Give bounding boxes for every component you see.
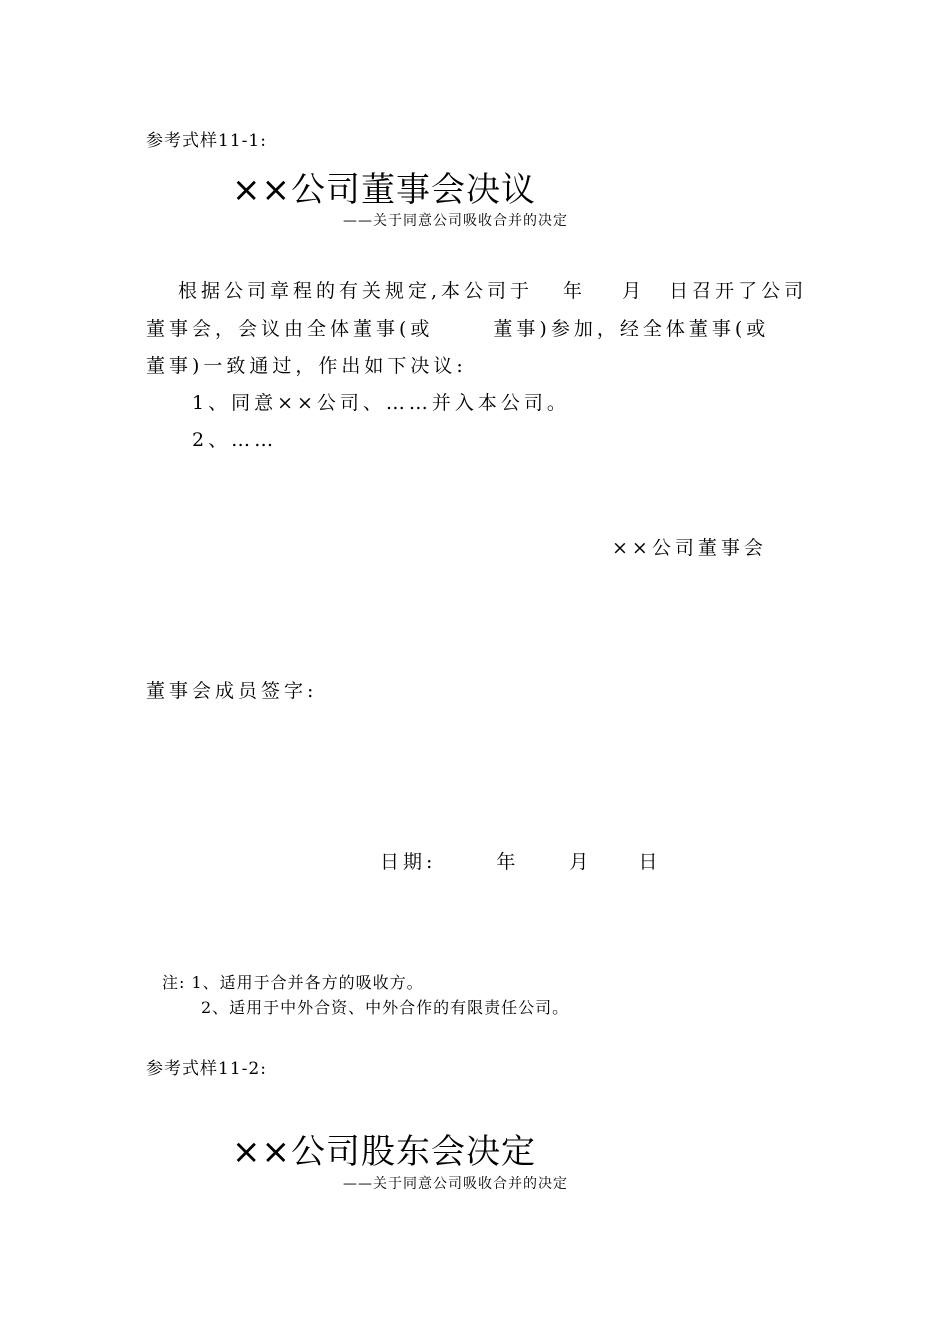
para-line1-text: 根据公司章程的有关规定,本公司于 bbox=[178, 280, 534, 302]
resolution-paragraph-line2 bbox=[146, 314, 769, 341]
para-line2-text-end: 董事)参加，经全体董事(或 bbox=[493, 318, 770, 340]
signature-organization: ××公司董事会 bbox=[612, 537, 767, 559]
resolution-paragraph-line3: 董事)一致通过，作出如下决议: bbox=[146, 355, 467, 377]
para-line1-text-end: 日召开了公司 bbox=[669, 280, 808, 302]
date-month: 月 bbox=[569, 851, 593, 873]
date-year: 年 bbox=[496, 851, 520, 873]
sample1-label: 参考式样11-1: bbox=[146, 131, 267, 151]
note-line-2: 2、适用于中外合资、中外合作的有限责任公司。 bbox=[201, 998, 570, 1017]
date-line bbox=[380, 847, 661, 874]
sample2-title: ××公司股东会决定 bbox=[232, 1132, 536, 1172]
date-day: 日 bbox=[638, 851, 662, 873]
note-line-1: 注: 1、适用于合并各方的吸收方。 bbox=[162, 973, 424, 992]
sample1-subtitle: ——关于同意公司吸收合并的决定 bbox=[343, 213, 568, 229]
para-line1-year: 年 bbox=[563, 280, 587, 302]
resolution-item-2: 2、…… bbox=[192, 429, 278, 451]
para-line2-text: 董事会，会议由全体董事(或 bbox=[146, 318, 434, 340]
sample1-title: ××公司董事会决议 bbox=[232, 170, 536, 210]
resolution-item-1: 1、同意××公司、……并入本公司。 bbox=[192, 392, 570, 414]
date-label: 日期: bbox=[380, 851, 437, 873]
members-signature-label: 董事会成员签字: bbox=[146, 680, 318, 702]
sample2-label: 参考式样11-2: bbox=[146, 1059, 267, 1079]
sample2-subtitle: ——关于同意公司吸收合并的决定 bbox=[343, 1176, 568, 1192]
resolution-paragraph-line1 bbox=[178, 276, 807, 303]
para-line1-month: 月 bbox=[622, 280, 646, 302]
